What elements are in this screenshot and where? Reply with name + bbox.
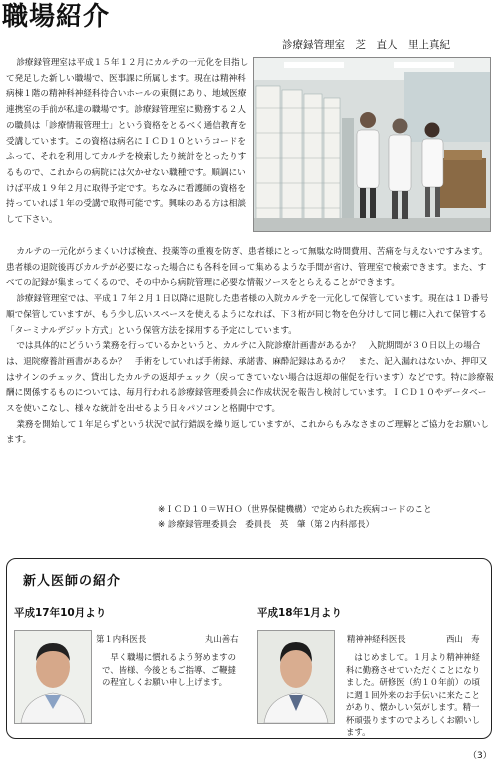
article-paragraph: 診療録管理室は平成１５年１２月にカルテの一元化を目指して発足した新しい職場で、医事課に所属します。現在は精神科病棟１階の精神科神経科待合いホールの東側にあり、地域医療連携室の手前が私達の職場です。診療録管理室に勤務する２人の職員は「診療情報管理士」という資格をとるべく通信教育を受講しています。この資格は病名にＩＣＤ１０というコードをふって、それを利用してカルテを検索したり統計をとったりするもので、これからの病院には欠かせない職種です。順調にいけば平成１９年２月に取得予定です。ちなみに看護師の資格を持っていれば１年の受講で取得可能です。興味のある方は相談して下さい。 — [6, 58, 249, 226]
footnote-committee: ※ 診療録管理委員会 委員長 英 肇（第２内科部長） — [158, 520, 375, 530]
doctor-headshot-photo — [257, 630, 335, 724]
office-staff-photo-graphic — [254, 58, 490, 231]
doctor-start-date: 平成18年1月より — [257, 607, 342, 619]
page-number: （3） — [468, 751, 492, 761]
page-title: 職場紹介 — [2, 2, 111, 32]
doctor-message: はじめまして。１月より精神神経科に勤務させていただくことになりました。研修医（約１０年前）の頃に週１回外来のお手伝いに来たことがあり、懐かしい気がします。精一杯頑張りますのでよろしくお願いします。 — [346, 652, 480, 737]
article-paragraph: カルテの一元化がうまくいけば検査、投薬等の重複を防ぎ、患者様にとって無駄な時間費用、苦痛を与えないですみます。患者様の退院後再びカルテが必要になった場合にも各科を回って集めるような手間が省け、管理室で検索できます。また、すべての記録が集まってくるので、その中から病院管理に必要な情報ソースをとらえることができます。 — [6, 247, 488, 289]
article-paragraph: では具体的にどういう業務を行っているかというと、カルテに入院診療計画書があるか？ 入院期間が３０日以上の場合は、退院療養計画書があるか？ 手術をしていれば手術録、承諾書、麻酔記録はあるか？ また、記入漏れはないか、押印又はサインのチェック、貸出したカルテの返却チェック（戻ってきていない場合は返却の催促を行います）などです。特に診療報酬に関係するものについては、毎月行われる診療録管理委員会に作成状況を報告し検討しています。ＩＣＤ１０やデータベースを使いこなし、様々な統計を出せるよう日々パソコンと格闘中です。 — [6, 341, 494, 415]
doctor-headshot-graphic — [15, 631, 91, 723]
doctor-department: 精神神経科医長 — [347, 634, 406, 644]
article-paragraph: 診療録管理室では、平成１７年２月１日以降に退院した患者様の入院カルテを一元化して保管しています。現在は１Ｄ番号順で保管していますが、もう少し広いスペースを使えるようになれば、下３桁が同じ物を色分けして同じ棚に入れて保管する「ターミナルデジット方式」という保管方法を採用する予定にしています。 — [6, 294, 489, 336]
article-body — [6, 245, 494, 449]
article-paragraph-intro — [6, 56, 249, 229]
footnote-icd10: ※ＩＣＤ１０＝ＷＨＯ（世界保健機構）で定められた疾病コードのこと — [158, 505, 432, 515]
new-doctors-title: 新人医師の紹介 — [23, 574, 122, 589]
doctor-department: 第１内科医長 — [96, 634, 147, 644]
byline: 診療録管理室 芝 直人 里上真紀 — [282, 39, 450, 51]
doctor-message: 早く職場に慣れるよう努めますので、皆様、今後ともご指導、ご鞭撻の程宜しくお願い申し上げます。 — [102, 652, 237, 687]
doctor-headshot-graphic — [258, 631, 334, 723]
office-staff-photo — [253, 57, 491, 232]
doctor-headshot-photo — [14, 630, 92, 724]
doctor-name: 西山 寿 — [446, 634, 480, 644]
doctor-name: 丸山善右 — [205, 634, 239, 644]
doctor-start-date: 平成17年10月より — [14, 607, 107, 619]
article-paragraph: 業務を開始して１年足らずという状況で試行錯誤を繰り返していますが、これからもみなさまのご理解とご協力をお願いします。 — [6, 419, 489, 446]
